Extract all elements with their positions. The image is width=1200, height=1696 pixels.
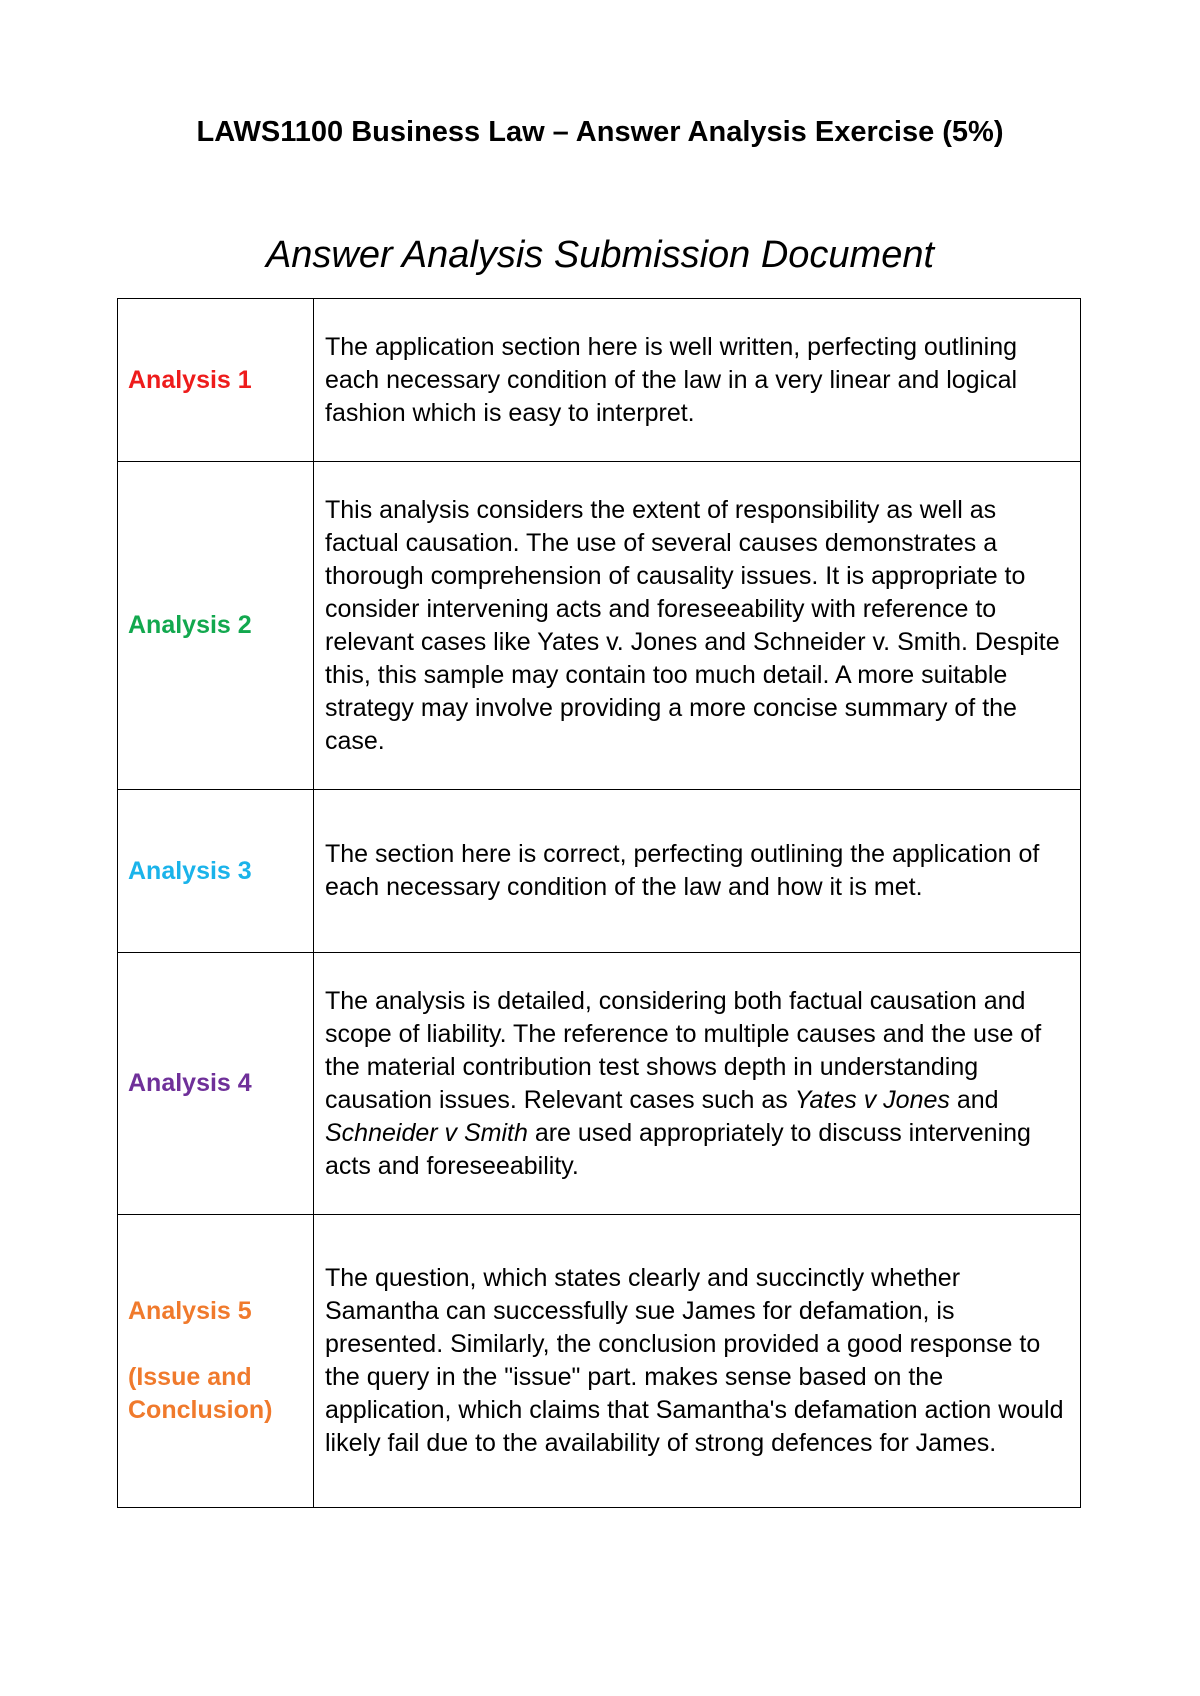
- analysis-5-label-cell: [118, 1215, 314, 1508]
- document-subtitle: Answer Analysis Submission Document: [265, 234, 935, 276]
- analysis-5-label: Analysis 5: [128, 1297, 252, 1325]
- document-title: LAWS1100 Business Law – Answer Analysis Exercise (5%): [196, 116, 1004, 148]
- table-row: [118, 299, 1081, 462]
- analysis-4-text-part-2: and: [949, 1085, 999, 1114]
- analysis-5-sublabel-line-1: (Issue and: [128, 1363, 252, 1391]
- analysis-2-label: Analysis 2: [118, 462, 314, 790]
- label-spacer: [128, 1328, 313, 1361]
- table-row: [118, 462, 1081, 790]
- analysis-5-sublabel-line-2: Conclusion): [128, 1396, 273, 1424]
- analysis-4-text: [314, 953, 1081, 1215]
- table-row: [118, 790, 1081, 953]
- case-citation-schneider: Schneider v Smith: [325, 1118, 528, 1147]
- analysis-2-text: This analysis considers the extent of responsibility as well as factual causation. The use of several causes demonstrates a thorough comprehension of causality issues. It is appropriate to consider intervening acts and foreseeability with reference to relevant cases like Yates v. Jones and Schneider v. Smith. Despite this, this sample may contain too much detail. A more suitable strategy may involve providing a more concise summary of the case.: [314, 462, 1081, 790]
- case-citation-yates: Yates v Jones: [794, 1085, 950, 1114]
- table-row: [118, 1215, 1081, 1508]
- analysis-3-text: The section here is correct, perfecting outlining the application of each necessary condition of the law and how it is met.: [314, 790, 1081, 953]
- analysis-5-text: The question, which states clearly and succinctly whether Samantha can successfully sue James for defamation, is presented. Similarly, the conclusion provided a good response to the query in the "issue" part. makes sense based on the application, which claims that Samantha's defamation action would likely fail due to the availability of strong defences for James.: [314, 1215, 1081, 1508]
- table-row: [118, 953, 1081, 1215]
- analysis-3-label: Analysis 3: [118, 790, 314, 953]
- analysis-1-label: Analysis 1: [118, 299, 314, 462]
- analysis-4-label: Analysis 4: [118, 953, 314, 1215]
- analysis-4-text-part-3: are used appropriately to discuss intervening acts and foreseeability.: [325, 1118, 1031, 1180]
- analysis-4-text-part-1: The analysis is detailed, considering both factual causation and scope of liability. The reference to multiple causes and the use of the material contribution test shows depth in understanding causation issues. Relevant cases such as: [325, 986, 1042, 1114]
- analysis-table: [117, 298, 1081, 1508]
- analysis-1-text: The application section here is well written, perfecting outlining each necessary condition of the law in a very linear and logical fashion which is easy to interpret.: [314, 299, 1081, 462]
